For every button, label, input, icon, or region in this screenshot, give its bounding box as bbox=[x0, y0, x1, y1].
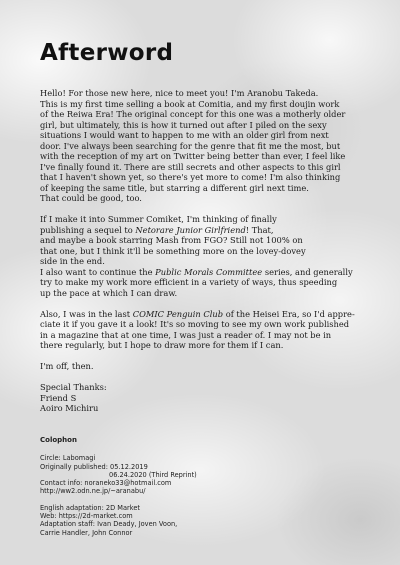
text-run: Also, I was in the last bbox=[40, 308, 133, 319]
colophon-reprint: 06.24.2020 (Third Reprint) bbox=[109, 470, 197, 479]
paragraph-intro bbox=[40, 88, 375, 204]
text-run: ! That, bbox=[245, 224, 274, 235]
paragraph-signoff bbox=[40, 361, 375, 372]
text-line: door. I've always been searching for the genre that fit me the most, but bbox=[40, 140, 341, 151]
text-run: series, and generally bbox=[262, 266, 353, 277]
text-run: I also want to continue the bbox=[40, 266, 156, 277]
colophon bbox=[40, 436, 370, 537]
text-line: I've finally found it. There are still secrets and other aspects to this girl bbox=[40, 161, 341, 172]
work-title-italic: Public Morals Committee bbox=[155, 266, 263, 277]
text-line: of keeping the same title, but starring a different girl next time. bbox=[40, 182, 309, 193]
text-line: and maybe a book starring Mash from FGO? Still not 100% on bbox=[40, 235, 303, 245]
colophon-contact: Contact info: noraneko33@hotmail.com bbox=[40, 479, 172, 488]
text-line: of the Reiwa Era! The original concept for this one was a motherly older bbox=[40, 109, 346, 119]
text-line: ciate it if you gave it a look! It's so moving to see my own work published bbox=[40, 319, 350, 329]
colophon-web: Web: https://2d-market.com bbox=[40, 512, 133, 521]
special-thanks bbox=[40, 382, 375, 414]
colophon-staff: Adaptation staff: Ivan Deady, Joven Voon, bbox=[40, 520, 178, 529]
text-line: in a magazine that at one time, I was just a reader of. I may not be in bbox=[40, 329, 332, 340]
text-line: girl, but ultimately, this is how it turned out after I piled on the sexy bbox=[40, 119, 327, 130]
text-line: side in the end. bbox=[40, 256, 105, 266]
text-run: publishing a sequel to bbox=[40, 224, 136, 235]
text-line: there regularly, but I hope to draw more for them if I can. bbox=[40, 340, 284, 350]
colophon-heading: Colophon bbox=[40, 436, 77, 444]
signoff-text: I'm off, then. bbox=[40, 361, 94, 371]
work-title-italic: Netorare Junior Girlfriend bbox=[135, 224, 246, 235]
text-line: try to make my work more efficient in a variety of ways, thus speeding bbox=[40, 277, 338, 287]
paragraph-magazine bbox=[40, 309, 375, 351]
text-line: up the pace at which I can draw. bbox=[40, 287, 178, 298]
colophon-adaptation: English adaptation: 2D Market bbox=[40, 503, 140, 512]
thanks-heading: Special Thanks: bbox=[40, 382, 107, 392]
afterword-content bbox=[40, 38, 375, 424]
page-title: Afterword bbox=[40, 40, 174, 66]
text-line: This is my first time selling a book at Comitia, and my first doujin work bbox=[40, 98, 340, 109]
colophon-circle: Circle: Labomagi bbox=[40, 454, 96, 463]
thanks-name: Aoiro Michiru bbox=[40, 403, 99, 413]
text-run: of the Heisei Era, so I'd appre- bbox=[223, 308, 355, 319]
thanks-name: Friend S bbox=[40, 392, 77, 403]
colophon-published: Originally published: 05.12.2019 bbox=[40, 462, 148, 471]
text-line: That could be good, too. bbox=[40, 193, 142, 203]
text-line: that one, but I think it'll be something more on the lovey-dovey bbox=[40, 245, 306, 256]
text-line: that I haven't shown yet, so there's yet more to come! I'm also thinking bbox=[40, 172, 341, 182]
magazine-title-italic: COMIC Penguin Club bbox=[132, 308, 224, 319]
text-line: situations I would want to happen to me with an older girl from next bbox=[40, 130, 329, 140]
text-line: Hello! For those new here, nice to meet you! I'm Aranobu Takeda. bbox=[40, 88, 319, 98]
colophon-staff: Carrie Handler, John Connor bbox=[40, 528, 133, 537]
colophon-url: http://ww2.odn.ne.jp/~aranabu/ bbox=[40, 487, 146, 496]
text-line bbox=[40, 225, 375, 236]
text-line bbox=[40, 267, 375, 278]
text-line bbox=[40, 309, 375, 320]
text-line: If I make it into Summer Comiket, I'm thinking of finally bbox=[40, 214, 277, 224]
afterword-body bbox=[40, 88, 375, 414]
paragraph-plans bbox=[40, 214, 375, 298]
text-line: with the reception of my art on Twitter being better than ever, I feel like bbox=[40, 151, 346, 161]
